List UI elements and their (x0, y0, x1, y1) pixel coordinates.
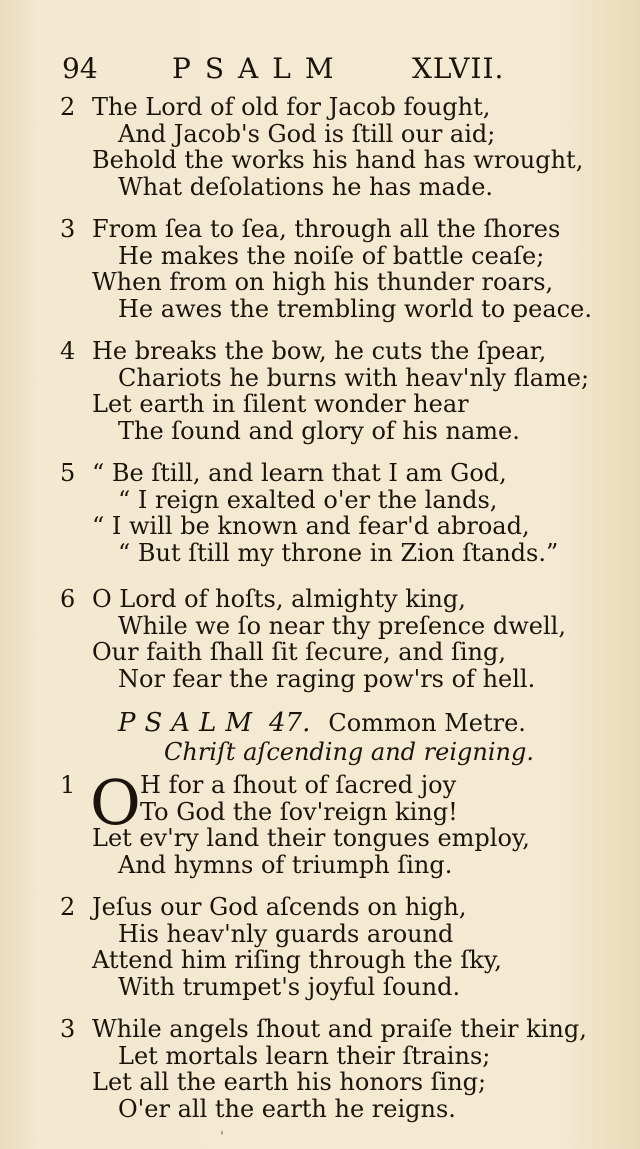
verse-line: With trumpet's joyful ſound. (118, 972, 461, 1001)
verse-line: From ſea to ſea, through all the ſhores (92, 215, 561, 243)
page-header (62, 52, 522, 88)
psalm-number: 47. (268, 708, 311, 738)
running-title: PSALM (172, 52, 348, 85)
stanza-2 (60, 94, 583, 200)
page-number: 94 (62, 52, 98, 85)
verse-line: Jeſus our God aſcends on high, (92, 893, 467, 921)
stanza-number: 2 (60, 93, 76, 121)
verse-line: He awes the trembling world to peace. (118, 294, 592, 323)
psalm-heading (118, 708, 526, 738)
stanza-2b (60, 894, 502, 1000)
verse-line: His heav'nly guards around (118, 919, 454, 948)
verse-line: He breaks the bow, he cuts the ſpear, (92, 337, 547, 365)
stanza-6 (60, 586, 566, 692)
stanza-5 (60, 460, 558, 566)
stanza-number: 2 (60, 893, 76, 921)
verse-line: While angels ſhout and praiſe their king, (92, 1015, 587, 1043)
verse-line: O'er all the earth he reigns. (118, 1094, 456, 1123)
stanza-number: 3 (60, 1015, 76, 1043)
stanza-number: 6 (60, 585, 76, 613)
stanza-3b (60, 1016, 587, 1122)
verse-line: When from on high his thunder roars, (92, 268, 554, 296)
verse-line: “ I will be known and fear'd abroad, (92, 512, 530, 540)
stanza-number: 4 (60, 337, 76, 365)
stanza-4 (60, 338, 589, 444)
verse-line: Attend him riſing through the ſky, (92, 946, 502, 974)
stanza-3 (60, 216, 592, 322)
verse-line: Let all the earth his honors ſing; (92, 1068, 487, 1096)
verse-line: “ Be ſtill, and learn that I am God, (92, 459, 507, 487)
verse-line: The Lord of old for Jacob fought, (92, 93, 491, 121)
verse-line: While we ſo near thy preſence dwell, (118, 611, 566, 640)
verse-line: What deſolations he has made. (118, 172, 494, 201)
verse-line: “ I reign exalted o'er the lands, (118, 485, 498, 514)
metre-label: Common Metre. (328, 709, 526, 737)
verse-line: Let earth in ſilent wonder hear (92, 390, 469, 418)
ink-speck: ˈ (220, 1130, 224, 1146)
verse-line: The ſound and glory of his name. (118, 416, 520, 445)
stanza-number: 3 (60, 215, 76, 243)
verse-line: He makes the noiſe of battle ceaſe; (118, 241, 545, 270)
verse-line: O Lord of hoſts, almighty king, (92, 585, 466, 613)
psalm-numeral: XLVII. (412, 52, 505, 85)
verse-line: Let ev'ry land their tongues employ, (92, 824, 530, 852)
verse-line: And hymns of triumph ſing. (118, 850, 453, 879)
drop-cap: O (90, 766, 141, 839)
verse-line: And Jacob's God is ſtill our aid; (118, 119, 496, 148)
stanza-number: 5 (60, 459, 76, 487)
verse-line: Behold the works his hand has wrought, (92, 146, 584, 174)
stanza-number: 1 (60, 771, 76, 799)
verse-line: Nor fear the raging pow'rs of hell. (118, 664, 536, 693)
stanza-1 (60, 766, 530, 879)
verse-line: “ But ſtill my throne in Zion ſtands.” (118, 538, 559, 567)
psalm-subtitle: Chriſt aſcending and reigning. (164, 738, 534, 766)
psalm-title: PSALM (118, 708, 261, 738)
verse-line: Let mortals learn their ſtrains; (118, 1041, 491, 1070)
verse-line: H for a ſhout of ſacred joy (140, 771, 457, 799)
verse-line: Our faith ſhall ſit ſecure, and ſing, (92, 638, 506, 666)
verse-line: Chariots he burns with heav'nly flame; (118, 363, 590, 392)
verse-line: To God the ſov'reign king! (140, 797, 458, 826)
